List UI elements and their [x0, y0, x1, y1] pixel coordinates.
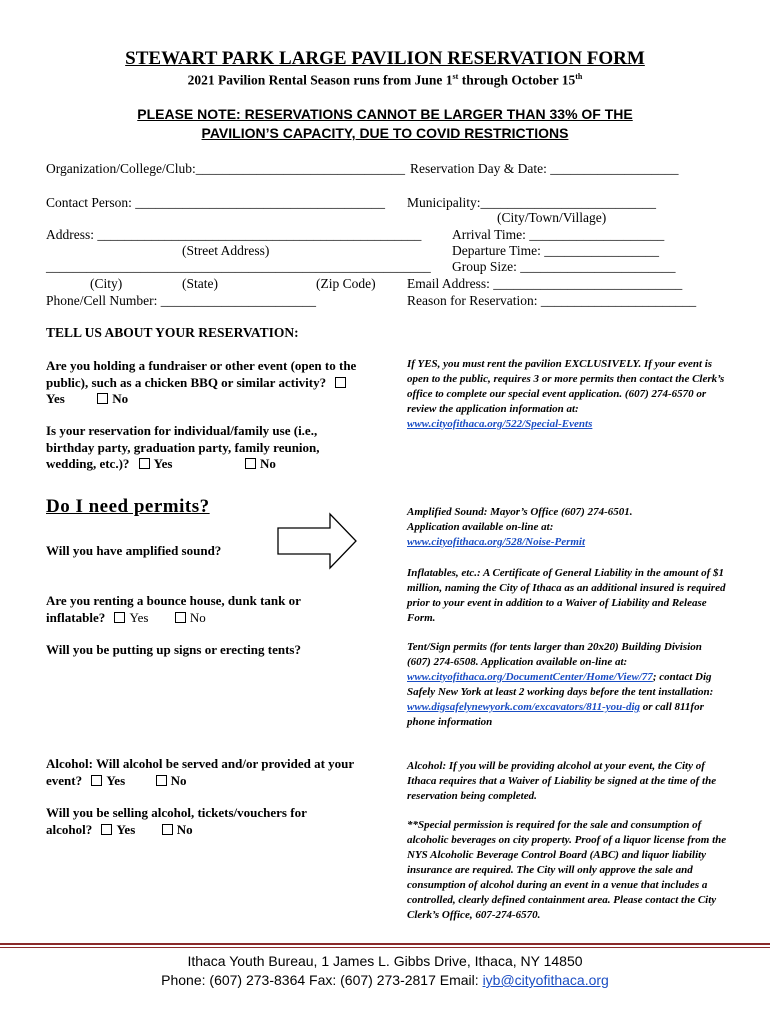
bounce-house-question [46, 593, 336, 626]
address-line2-field[interactable]: _________________________________________________________ [46, 259, 431, 274]
yes-label: Yes [153, 456, 173, 471]
amplified-sound-question: Will you have amplified sound? [46, 543, 222, 558]
subtitle-sup: st [452, 72, 459, 81]
alcohol-yes-checkbox[interactable] [91, 775, 102, 786]
departure-time-field[interactable]: Departure Time: _________________ [452, 243, 659, 258]
footer-address: Ithaca Youth Bureau, 1 James L. Gibbs Drive, Ithaca, NY 14850 [187, 953, 583, 969]
state-hint: (State) [182, 276, 218, 291]
phone-field[interactable]: Phone/Cell Number: _______________________ [46, 293, 316, 308]
exclusive-note-text: If YES, you must rent the pavilion EXCLUSIVELY. If your event is open to the public, requires 3 or more permits then contact the Clerk’s office to complete our special event application. (607) 274-6570 or review the application information at: [407, 358, 725, 415]
individual-use-question [46, 423, 356, 473]
yes-label: Yes [106, 772, 126, 788]
selling-no-checkbox[interactable] [162, 824, 173, 835]
alcohol-no-checkbox[interactable] [156, 775, 167, 786]
bounce-yes-checkbox[interactable] [114, 612, 125, 623]
special-events-link[interactable]: www.cityofithaca.org/522/Special-Events [407, 418, 593, 430]
fundraiser-question [46, 358, 366, 408]
selling-yes-checkbox[interactable] [101, 824, 112, 835]
form-title: STEWART PARK LARGE PAVILION RESERVATION FORM [125, 48, 645, 69]
reservation-date-field[interactable]: Reservation Day & Date: ___________________ [410, 161, 679, 176]
subtitle-text: through October 15 [458, 72, 576, 88]
signs-tents-question: Will you be putting up signs or erecting tents? [46, 642, 301, 657]
alcohol-served-question [46, 756, 356, 789]
footer-contact [0, 972, 770, 988]
yes-label: Yes [129, 609, 149, 625]
special-permission-note: **Special permission is required for the sale and consumption of alcoholic beverages on city property. Proof of a liquor license from the NYS Alcoholic Beverage Control Board (ABC) and liquor liability insurance are required. The City will only approve the sale and consumption of alcohol during an event in a venue that includes a controlled, clearly defined containment area. Please contact the City Clerk’s Office, 607-274-6570. [407, 819, 727, 921]
individual-question-text: Is your reservation for individual/family use (i.e., birthday party, graduation party, family reunion, wedding, etc.)? [46, 423, 320, 471]
arrival-time-field[interactable]: Arrival Time: ____________________ [452, 227, 665, 242]
covid-notice-line1: PLEASE NOTE: RESERVATIONS CANNOT BE LARGER THAN 33% OF THE [137, 106, 633, 122]
reason-field[interactable]: Reason for Reservation: _______________________ [407, 293, 697, 308]
permits-heading: Do I need permits? [46, 496, 210, 517]
rental-season-subtitle [0, 72, 770, 89]
fundraiser-no-checkbox[interactable] [97, 393, 108, 404]
exclusive-rental-note [407, 357, 727, 432]
subtitle-sup: th [575, 72, 583, 81]
no-label: No [112, 391, 129, 406]
zip-hint: (Zip Code) [316, 276, 376, 291]
no-label: No [176, 821, 193, 837]
amplified-sound-note [407, 505, 652, 550]
yes-label: Yes [46, 391, 65, 406]
tent-permit-note [407, 640, 727, 730]
city-hint: (City) [90, 276, 123, 291]
address-field[interactable]: Address: ________________________________________________ [46, 227, 422, 242]
fundraiser-question-text: Are you holding a fundraiser or other event (open to the public), such as a chicken BBQ or similar activity? [46, 358, 357, 390]
group-size-field[interactable]: Group Size: _______________________ [452, 259, 676, 274]
selling-question-text: Will you be selling alcohol, tickets/vouchers for alcohol? [46, 805, 307, 837]
noise-permit-link[interactable]: www.cityofithaca.org/528/Noise-Permit [407, 536, 586, 548]
alcohol-waiver-note: Alcohol: If you will be providing alcohol at your event, the City of Ithaca requires that a Waiver of Liability be signed at the time of the reservation being completed. [407, 760, 717, 802]
municipality-hint: (City/Town/Village) [497, 210, 607, 225]
email-field[interactable]: Email Address: ____________________________ [407, 276, 683, 291]
street-address-hint: (Street Address) [182, 243, 270, 258]
right-arrow-icon [276, 512, 358, 570]
tent-note-text: Tent/Sign permits (for tents larger than 20x20) Building Division (607) 274-6508. Application available on-line at: [407, 641, 702, 668]
footer-divider [0, 947, 770, 948]
footer-contact-text: Phone: (607) 273-8364 Fax: (607) 273-2817 Email: [161, 972, 483, 988]
fundraiser-yes-checkbox[interactable] [335, 377, 346, 388]
alcohol-selling-question [46, 805, 336, 838]
bounce-no-checkbox[interactable] [175, 612, 186, 623]
yes-label: Yes [116, 821, 136, 837]
dig-safely-link[interactable]: www.digsafelynewyork.com/excavators/811-you-dig [407, 701, 641, 713]
organization-field[interactable]: Organization/College/Club:_______________________________ [46, 161, 405, 176]
amplified-note-text: Amplified Sound: Mayor’s Office (607) 274-6501. Application available on-line at: [407, 506, 633, 533]
inflatables-note: Inflatables, etc.: A Certificate of General Liability in the amount of $1 million, naming the City of Ithaca as an additional insured is required prior to your event in addition to a Waiver of Liability and Release Form. [407, 567, 726, 624]
footer-email-link[interactable]: iyb@cityofithaca.org [482, 972, 609, 988]
municipality-field[interactable]: Municipality:__________________________ [407, 195, 656, 210]
bounce-question-text: Are you renting a bounce house, dunk tank or inflatable? [46, 593, 301, 625]
contact-person-field[interactable]: Contact Person: _____________________________________ [46, 195, 385, 210]
reservation-heading: TELL US ABOUT YOUR RESERVATION: [46, 325, 299, 340]
tent-note-text: ; contact Dig Safely New York at least 2 working days before the tent installation: [407, 671, 714, 698]
subtitle-text: 2021 Pavilion Rental Season runs from June 1 [187, 72, 453, 88]
covid-notice-line2: PAVILION’S CAPACITY, DUE TO COVID RESTRICTIONS [201, 125, 569, 141]
document-center-link[interactable]: www.cityofithaca.org/DocumentCenter/Home/View/77 [407, 671, 653, 683]
no-label: No [170, 772, 187, 788]
individual-no-checkbox[interactable] [245, 458, 256, 469]
alcohol-question-text: : Will alcohol be served and/or provided at your event? [46, 756, 354, 788]
individual-yes-checkbox[interactable] [139, 458, 150, 469]
alcohol-label: Alcohol [46, 756, 89, 771]
no-label: No [259, 456, 276, 471]
tent-note-text: or call 811for phone information [407, 701, 704, 728]
footer-divider [0, 943, 770, 945]
no-label: No [189, 609, 206, 625]
